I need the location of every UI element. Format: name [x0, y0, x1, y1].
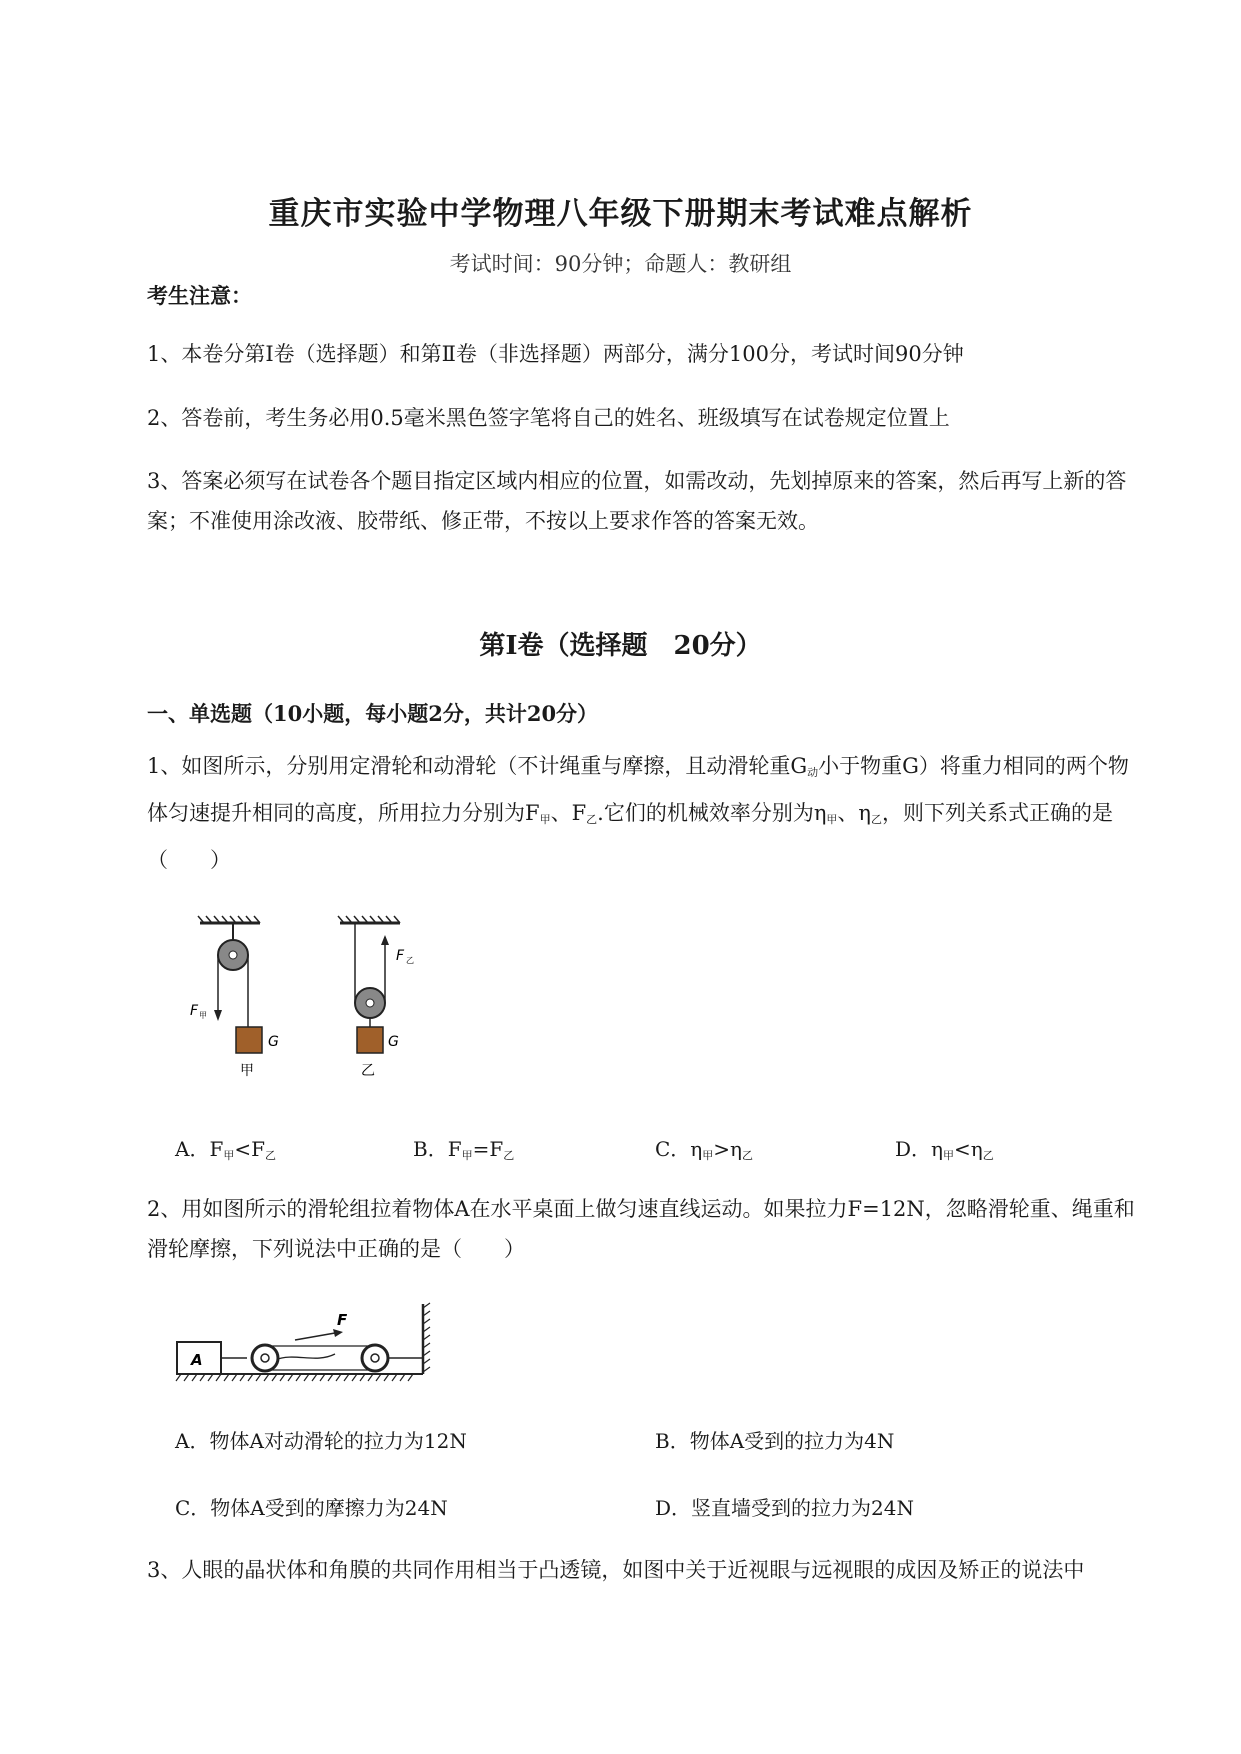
notice-heading: 考生注意：: [147, 283, 252, 308]
force-sub-jia: 甲: [199, 1011, 207, 1020]
q1-option-b[interactable]: B．$F_甲=F_乙$: [413, 1137, 515, 1162]
pulley-ropes: [221, 1329, 423, 1370]
q1-option-c[interactable]: C．$\eta_甲>\eta_乙$: [655, 1137, 754, 1162]
notice-item-1: 1、本卷分第I卷（选择题）和第Ⅱ卷（非选择题）两部分，满分100分，考试时间90分钟: [147, 342, 964, 366]
table-surface: [176, 1374, 423, 1381]
page-subtitle: 考试时间：90分钟；命题人：教研组: [449, 252, 792, 276]
weight-label-yi: G: [388, 1034, 399, 1050]
notice-item-2: 2、答卷前，考生务必用0.5毫米黑色签字笔将自己的姓名、班级填写在试卷规定位置上: [147, 406, 950, 430]
fixed-pulley: [214, 940, 248, 1027]
q1-option-a[interactable]: A．$F_甲<F_乙$: [175, 1137, 276, 1162]
q2-option-b[interactable]: B．物体A受到的拉力为4N: [655, 1429, 895, 1453]
force-label-jia: F: [190, 1003, 199, 1019]
force-label-f: F: [337, 1311, 348, 1329]
question-1-text: 1、如图所示，分别用定滑轮和动滑轮（不计绳重与摩擦，且动滑轮重$G_动$小于物重G）将重力相同的两个物体匀速提升相同的高度，所用拉力分别为$F_甲$、$F_乙$.它们的机械效率分别为$\eta_甲$、$\eta_乙$，则下列关系式正确的是（ ）: [147, 754, 1129, 872]
q2-option-a[interactable]: A．物体A对动滑轮的拉力为12N: [175, 1429, 467, 1453]
q1-option-d[interactable]: D．$\eta_甲<\eta_乙$: [895, 1137, 994, 1162]
block-a-label: A: [191, 1351, 203, 1369]
q2-option-c[interactable]: C．物体A受到的摩擦力为24N: [175, 1496, 448, 1520]
wall: [423, 1303, 430, 1374]
question-3-text: 3、人眼的晶状体和角膜的共同作用相当于凸透镜，如图中关于近视眼与远视眼的成因及矫正的说法中: [147, 1558, 1085, 1582]
notice-item-3: 3、答案必须写在试卷各个题目指定区域内相应的位置，如需改动，先划掉原来的答案，然后再写上新的答案；不准使用涂改液、胶带纸、修正带，不按以上要求作答的答案无效。: [147, 469, 1127, 533]
force-sub-yi: 乙: [406, 956, 414, 965]
weight-label-jia: G: [268, 1034, 279, 1050]
figure-label-yi: 乙: [361, 1063, 375, 1079]
block-yi: [357, 1027, 383, 1053]
pulley-figure-1: [190, 915, 470, 1095]
figure-label-jia: 甲: [240, 1063, 254, 1079]
movable-pulley-left: [252, 1345, 278, 1371]
force-label-yi: F: [396, 948, 405, 964]
part-title: 一、单选题（10小题，每小题2分，共计20分）: [147, 701, 599, 726]
pulley-figure-2: [175, 1300, 435, 1385]
question-2-text: 2、用如图所示的滑轮组拉着物体A在水平桌面上做匀速直线运动。如果拉力F=12N，忽略滑轮重、绳重和滑轮摩擦，下列说法中正确的是（ ）: [147, 1197, 1135, 1261]
q2-option-d[interactable]: D．竖直墙受到的拉力为24N: [655, 1496, 914, 1520]
section-title: 第I卷（选择题 20分）: [479, 631, 762, 661]
movable-pulley: [355, 988, 385, 1027]
block-jia: [236, 1027, 262, 1053]
page-title: 重庆市实验中学物理八年级下册期末考试难点解析: [268, 196, 973, 232]
fixed-pulley-right: [362, 1345, 388, 1371]
